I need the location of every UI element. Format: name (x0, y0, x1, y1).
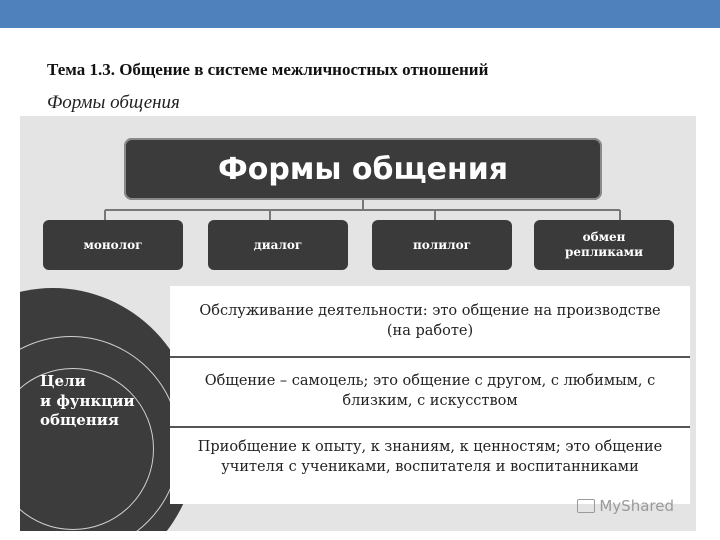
function-row-self: Общение – самоцель; это общение с другом, с любимым, с близким, с искусством (204, 373, 656, 409)
row-divider (170, 426, 690, 428)
form-polylogue: полилог (372, 220, 512, 270)
watermark-text: MyShared (599, 497, 674, 515)
watermark (577, 497, 674, 515)
form-dialogue: диалог (208, 220, 348, 270)
function-row-work: Обслуживание деятельности: это общение на производстве (на работе) (199, 303, 661, 339)
goals-label-line: общения (40, 411, 119, 429)
forms-diagram-image (20, 116, 696, 531)
form-monologue: монолог (43, 220, 183, 270)
top-accent-bar (0, 0, 720, 28)
slide-subtitle: Формы общения (47, 92, 180, 113)
row-divider (170, 356, 690, 358)
diagram-heading: Формы общения (124, 138, 602, 200)
goals-label (40, 372, 135, 431)
form-exchange-remarks: обмен репликами (534, 220, 674, 270)
goals-label-line: Цели (40, 372, 86, 390)
goals-label-line: и функции (40, 391, 135, 410)
slide-title: Тема 1.3. Общение в системе межличностных отношений (47, 60, 489, 79)
presentation-icon (577, 499, 595, 513)
function-row-experience: Приобщение к опыту, к знаниям, к ценностям; это общение учителя с учениками, воспитателя и воспитанниками (197, 439, 663, 475)
